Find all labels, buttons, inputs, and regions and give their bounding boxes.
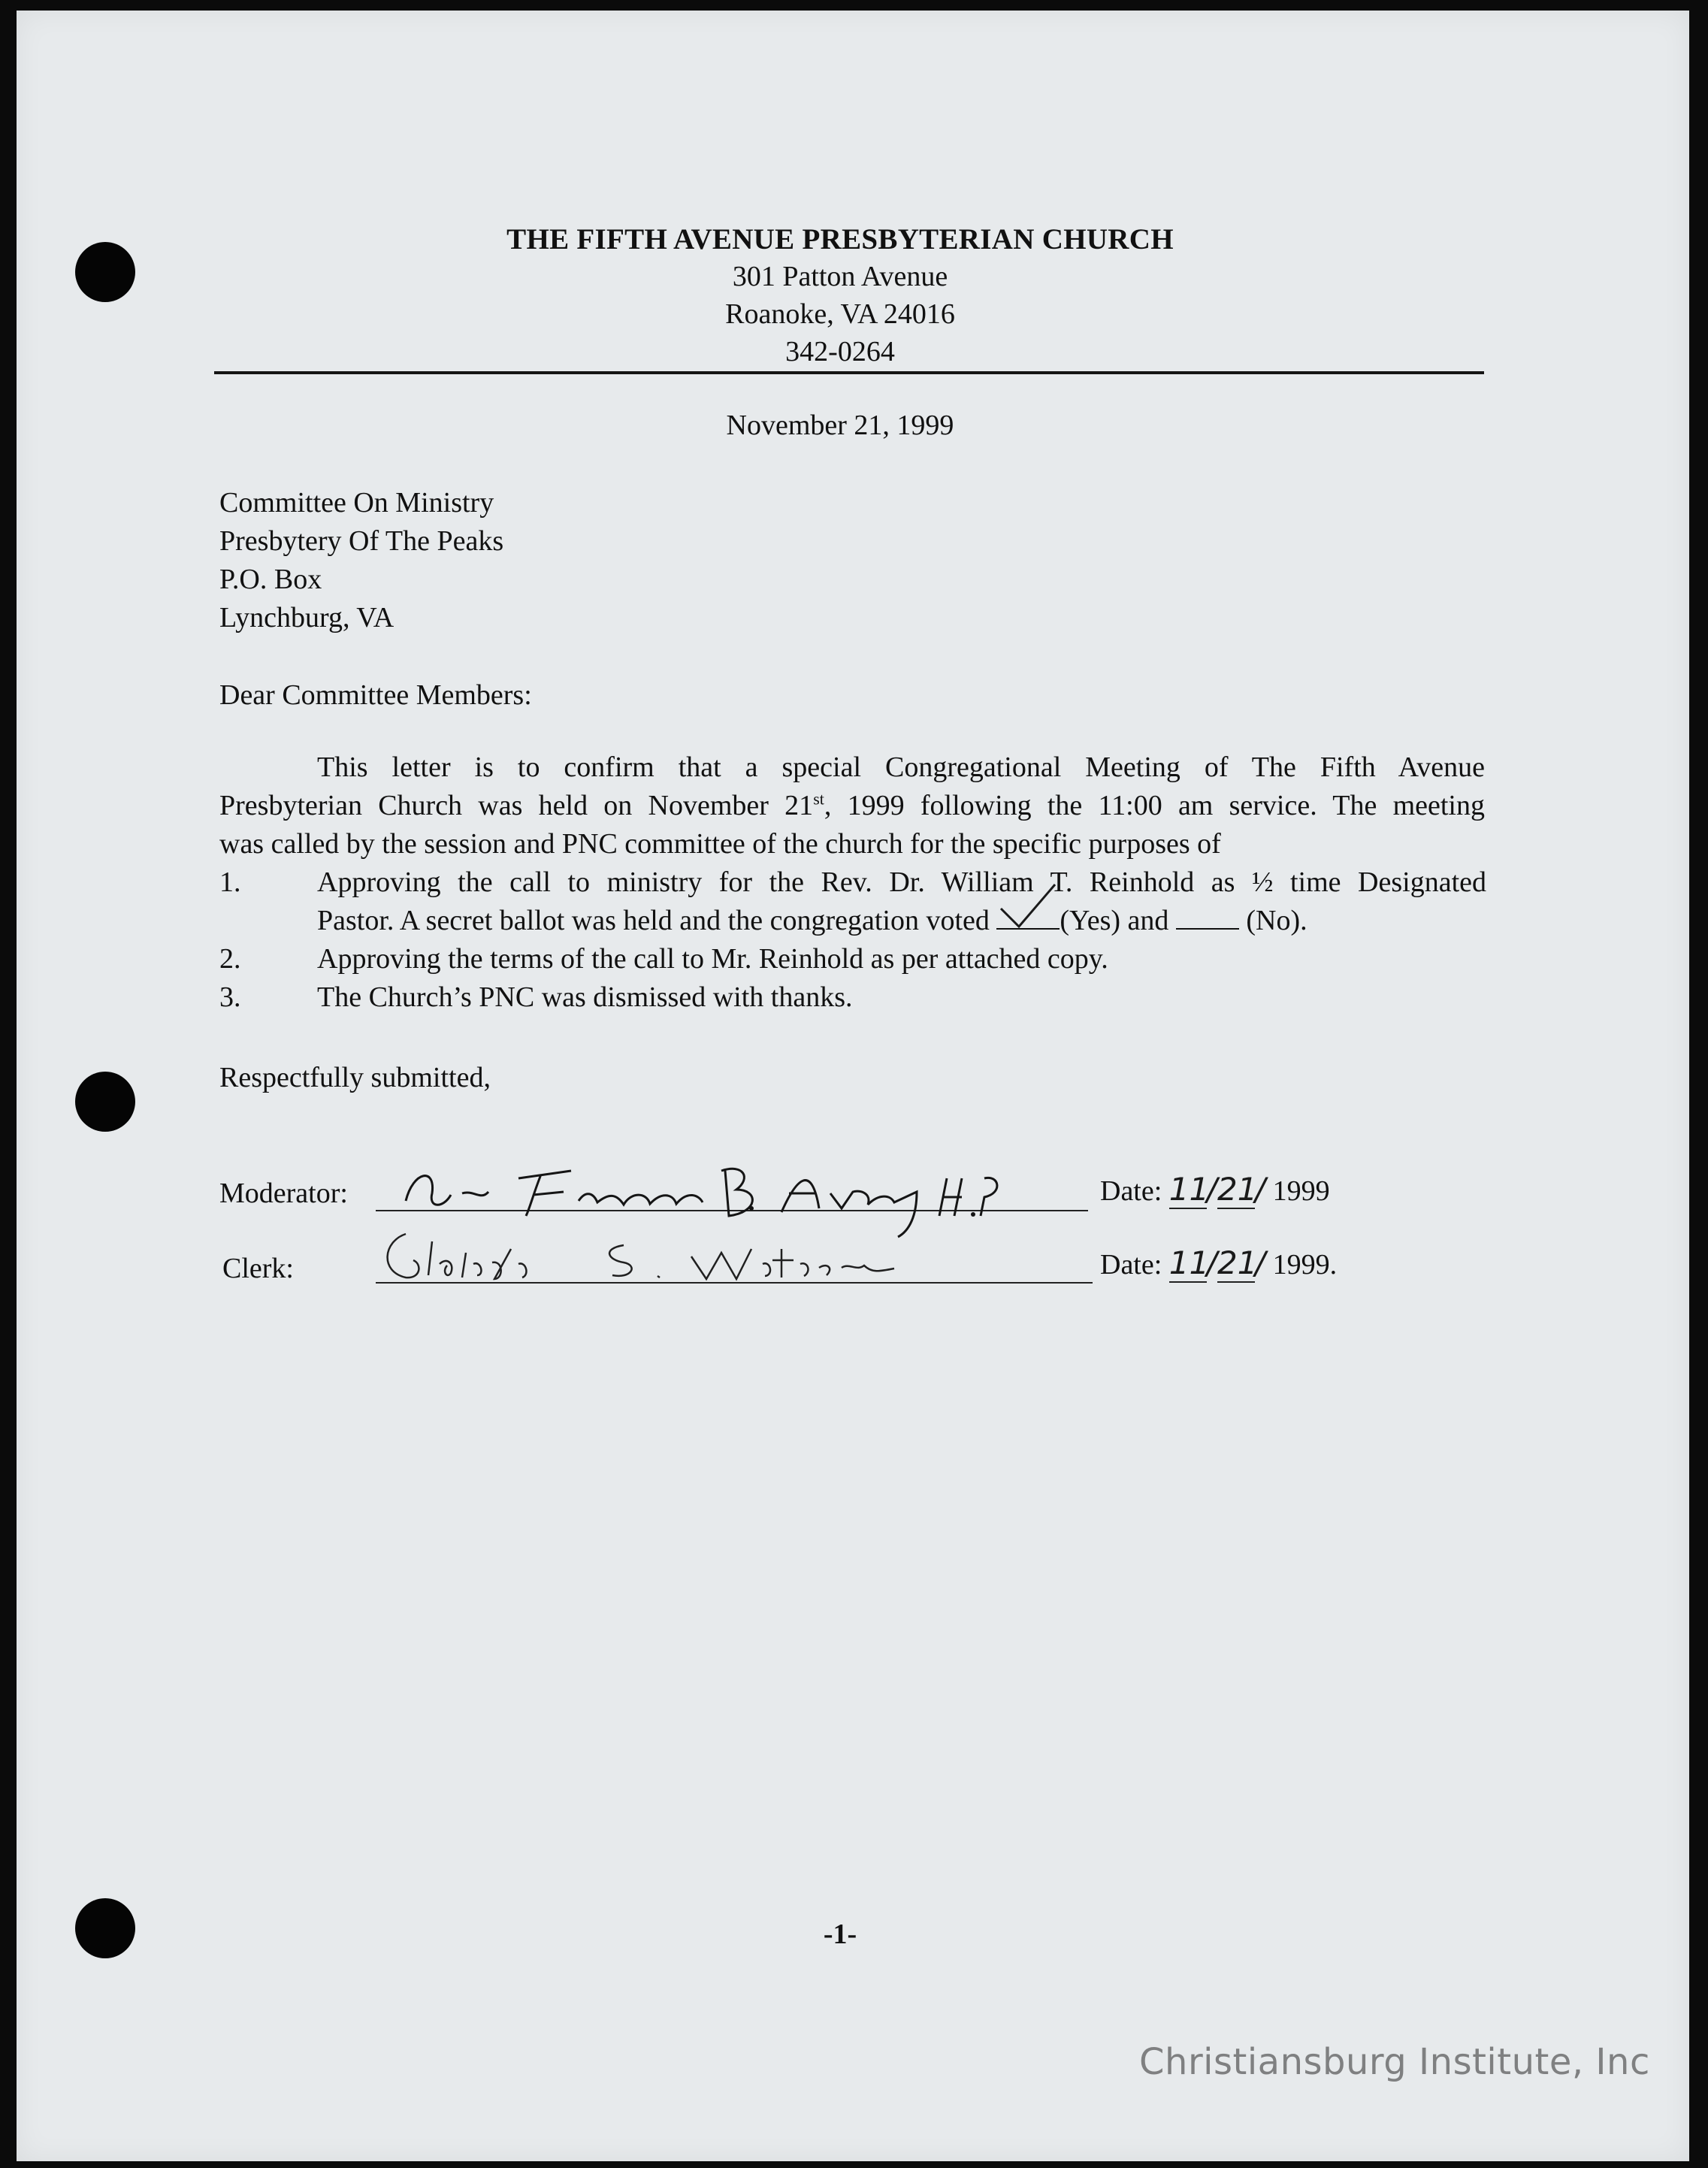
letter-date: November 21, 1999 [726, 410, 954, 441]
salutation: Dear Committee Members: [219, 679, 532, 711]
body-text: , 1999 following the 11:00 am service. The meeting [824, 790, 1485, 821]
punch-hole [75, 1898, 135, 1958]
page-number: -1- [823, 1919, 857, 1950]
punch-hole [75, 242, 135, 302]
item-text: Approving the terms of the call to Mr. Reinhold as per attached copy. [317, 943, 1108, 975]
recipient-line: P.O. Box [219, 564, 322, 595]
date-year: 1999. [1272, 1249, 1338, 1281]
yes-vote-blank [996, 906, 1060, 930]
ordinal-suffix: st [813, 789, 824, 809]
closing: Respectfully submitted, [219, 1062, 491, 1093]
no-vote-blank [1176, 906, 1239, 930]
item-number: 1. [219, 866, 241, 898]
checkmark-icon [996, 883, 1060, 928]
moderator-label: Moderator: [219, 1178, 348, 1209]
item-text: Approving the call to ministry for the Rev. Dr. William T. Reinhold as ½ time Designated [317, 866, 1486, 898]
item-number: 3. [219, 981, 241, 1013]
date-label: Date: [1100, 1175, 1162, 1207]
date-day: 21 [1217, 1244, 1258, 1281]
punch-hole [75, 1072, 135, 1132]
body-text: Presbyterian Church was held on November 21 [219, 790, 814, 821]
letterhead-divider [214, 371, 1484, 374]
date-year: 1999 [1272, 1175, 1330, 1207]
date-month: 11 [1168, 1171, 1210, 1208]
phone-number: 342-0264 [785, 336, 895, 367]
moderator-date: Date: 11/21/ 1999 [1100, 1171, 1330, 1208]
clerk-label: Clerk: [222, 1253, 294, 1284]
recipient-line: Lynchburg, VA [219, 602, 395, 633]
clerk-signature [376, 1219, 992, 1287]
item-text: The Church’s PNC was dismissed with thanks. [317, 981, 853, 1013]
date-label: Date: [1100, 1249, 1162, 1281]
recipient-line: Presbytery Of The Peaks [219, 525, 504, 557]
body-line [219, 787, 1485, 825]
church-name: THE FIFTH AVENUE PRESBYTERIAN CHURCH [506, 223, 1174, 256]
item-text-part: (No). [1238, 905, 1307, 936]
date-month: 11 [1168, 1244, 1210, 1281]
body-line: This letter is to confirm that a special Congregational Meeting of The Fifth Avenue [317, 751, 1485, 783]
body-paragraph [219, 748, 1485, 863]
street-address: 301 Patton Avenue [732, 261, 948, 292]
item-number: 2. [219, 943, 241, 975]
city-address: Roanoke, VA 24016 [725, 298, 955, 330]
recipient-address [219, 484, 503, 637]
recipient-line: Committee On Ministry [219, 487, 494, 519]
item-text-part: (Yes) and [1060, 905, 1176, 936]
clerk-date: Date: 11/21/ 1999. [1100, 1244, 1338, 1281]
body-line: was called by the session and PNC committee of the church for the specific purposes of [219, 828, 1221, 860]
archive-watermark: Christiansburg Institute, Inc [1139, 2041, 1650, 2083]
date-day: 21 [1217, 1171, 1258, 1208]
item-text-part: Pastor. A secret ballot was held and the congregation voted [317, 905, 997, 936]
item-text [317, 904, 1307, 937]
